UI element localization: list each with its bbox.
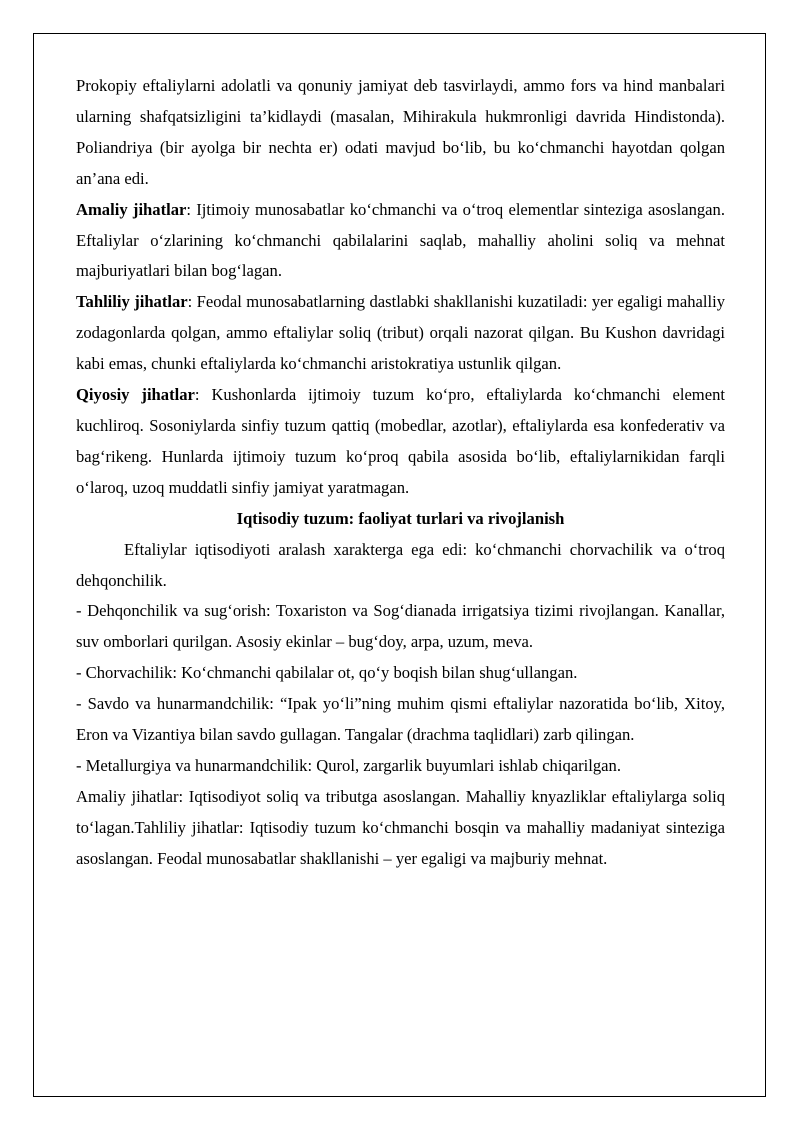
paragraph-practical-aspects — [76, 195, 725, 288]
label-analytical-aspects: Tahliliy jihatlar — [76, 292, 188, 312]
list-item-agriculture: - Dehqonchilik va sug‘orish: Toxariston va Sog‘dianada irrigatsiya tizimi rivojlangan. Kanallar, suv omborlari qurilgan. Asosiy ekinlar – bug‘doy, arpa, uzum, meva. — [76, 601, 725, 652]
paragraph-social-intro: Prokopiy eftaliylarni adolatli va qonuniy jamiyat deb tasvirlaydi, ammo fors va hind manbalari ularning shafqatsizligini ta’kidlaydi (masalan, Mihirakula hukmronligi davrida Hindistonda). Poliandriya (bir ayolga bir nechta er) odati mavjud bo‘lib, bu ko‘chmanchi hayotdan qolgan an’ana edi. — [76, 76, 725, 188]
text-comparative-aspects: : Kushonlarda ijtimoiy tuzum ko‘pro, eftaliylarda ko‘chmanchi element kuchliroq. Sosoniylarda sinfiy tuzum qattiq (mobedlar, azotlar), eftaliylarda esa konfederativ va bag‘rikeng. Hunlarda ijtimoiy tuzum ko‘proq qabila asosida bo‘lib, eftaliylarnikidan farqli o‘laroq, uzoq muddatli sinfiy jamiyat yaratmagan. — [76, 385, 725, 497]
label-comparative-aspects: Qiyosiy jihatlar — [76, 385, 195, 405]
section-heading-economy: Iqtisodiy tuzum: faoliyat turlari va rivojlanish — [236, 508, 565, 528]
paragraph-analytical-aspects — [76, 287, 725, 380]
label-practical-aspects: Amaliy jihatlar — [76, 199, 187, 219]
text-analytical-aspects: : Feodal munosabatlarning dastlabki shakllanishi kuzatiladi: yer egaligi mahalliy zodagonlarda qolgan, ammo eftaliylar soliq (tribut) orqali nazorat qilgan. Bu Kushon davridagi kabi emas, chunki eftaliylarda ko‘chmanchi aristokratiya ustunlik qilgan. — [76, 292, 725, 374]
list-item-livestock: - Chorvachilik: Ko‘chmanchi qabilalar ot, qo‘y boqish bilan shug‘ullangan. — [76, 663, 578, 683]
paragraph-economy-intro: Eftaliylar iqtisodiyoti aralash xarakterga ega edi: ko‘chmanchi chorvachilik va o‘troq dehqonchilik. — [76, 539, 725, 590]
list-item-metallurgy: - Metallurgiya va hunarmandchilik: Qurol, zargarlik buyumlari ishlab chiqarilgan. — [76, 755, 621, 775]
paragraph-comparative-aspects — [76, 380, 725, 504]
text-practical-aspects: : Ijtimoiy munosabatlar ko‘chmanchi va o‘troq elementlar sinteziga asoslangan. Eftaliylar o‘zlarining ko‘chmanchi qabilalarini saqlab, mahalliy aholini soliq va mehnat majburiyatlari bilan bog‘lagan. — [76, 199, 725, 281]
paragraph-economy-aspects: Amaliy jihatlar: Iqtisodiyot soliq va tributga asoslangan. Mahalliy knyazliklar eftaliylarga soliq to‘lagan.Tahliliy jihatlar: Iqtisodiy tuzum ko‘chmanchi bosqin va mahalliy madaniyat sinteziga asoslangan. Feodal munosabatlar shakllanishi – yer egaligi va majburiy mehnat. — [76, 786, 725, 868]
document-body — [76, 71, 725, 875]
list-item-trade: - Savdo va hunarmandchilik: “Ipak yo‘li”ning muhim qismi eftaliylar nazoratida bo‘lib, Xitoy, Eron va Vizantiya bilan savdo gullagan. Tangalar (drachma taqlidlari) zarb qilingan. — [76, 694, 725, 745]
